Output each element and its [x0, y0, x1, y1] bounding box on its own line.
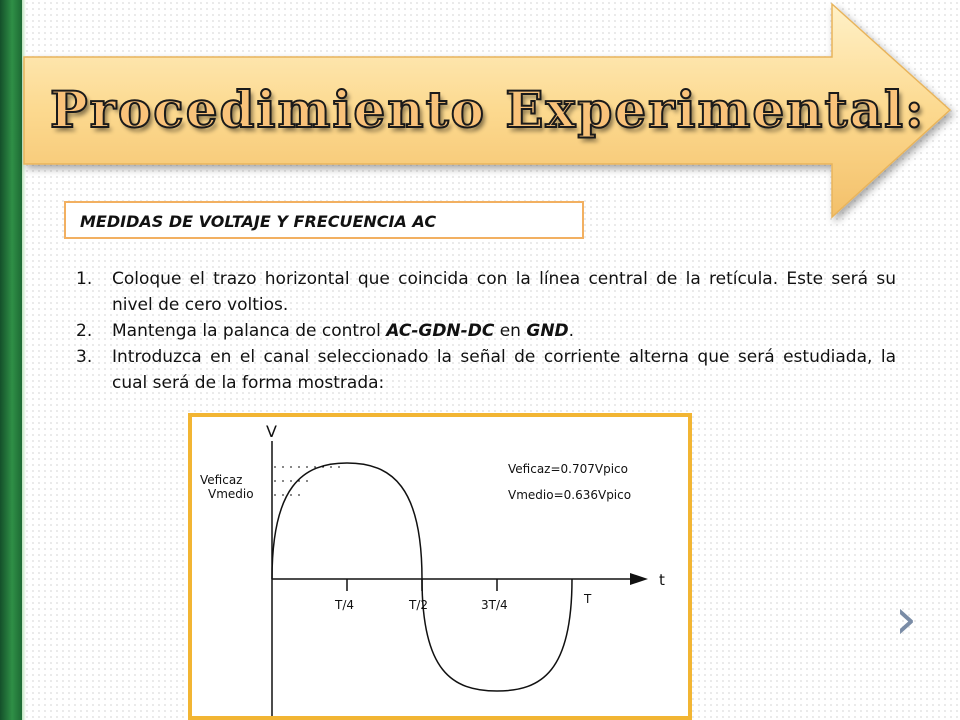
tick-3t4-label: 3T/4: [481, 598, 508, 612]
step-item: [76, 344, 896, 396]
subtitle-text: MEDIDAS DE VOLTAJE Y FRECUENCIA AC: [80, 212, 437, 231]
step-item: [76, 318, 896, 344]
step-number: 3.: [76, 347, 93, 367]
step-text-post: .: [568, 321, 575, 341]
t-axis-arrowhead: [630, 573, 648, 585]
tick-t2-label: T/2: [409, 598, 429, 612]
step-text-mid: en: [494, 321, 527, 341]
step-number: 1.: [76, 269, 93, 289]
step-text: Introduzca en el canal seleccionado la señal de corriente alterna que será estudiada, la cual será de la forma mostrada:: [112, 347, 896, 393]
subtitle-box: [64, 201, 584, 239]
next-slide-chevron-icon[interactable]: ›: [894, 587, 918, 652]
slide-title: Procedimiento Experimental:: [50, 80, 926, 139]
step-text: Coloque el trazo horizontal que coincida con la línea central de la retícula. Este será su nivel de cero voltios.: [112, 269, 896, 315]
axis-v-label: V: [266, 422, 277, 441]
waveform-diagram: [192, 417, 688, 716]
step-item: [76, 266, 896, 318]
step-number: 2.: [76, 321, 93, 341]
step-text-gnd: GND: [526, 321, 569, 341]
axis-t-label: t: [659, 571, 665, 589]
step-text-pre: Mantenga la palanca de control: [112, 321, 387, 341]
waveform-figure: [188, 413, 692, 720]
formula-vmedio: Vmedio=0.636Vpico: [508, 488, 632, 502]
tick-t-label: T: [584, 592, 592, 606]
veficaz-label: Veficaz: [200, 473, 243, 487]
steps-list: [76, 266, 896, 396]
tick-t4-label: T/4: [335, 598, 355, 612]
formula-veficaz: Veficaz=0.707Vpico: [508, 462, 628, 476]
vmedio-label: Vmedio: [208, 487, 254, 501]
step-text-control: AC-GDN-DC: [386, 321, 495, 341]
